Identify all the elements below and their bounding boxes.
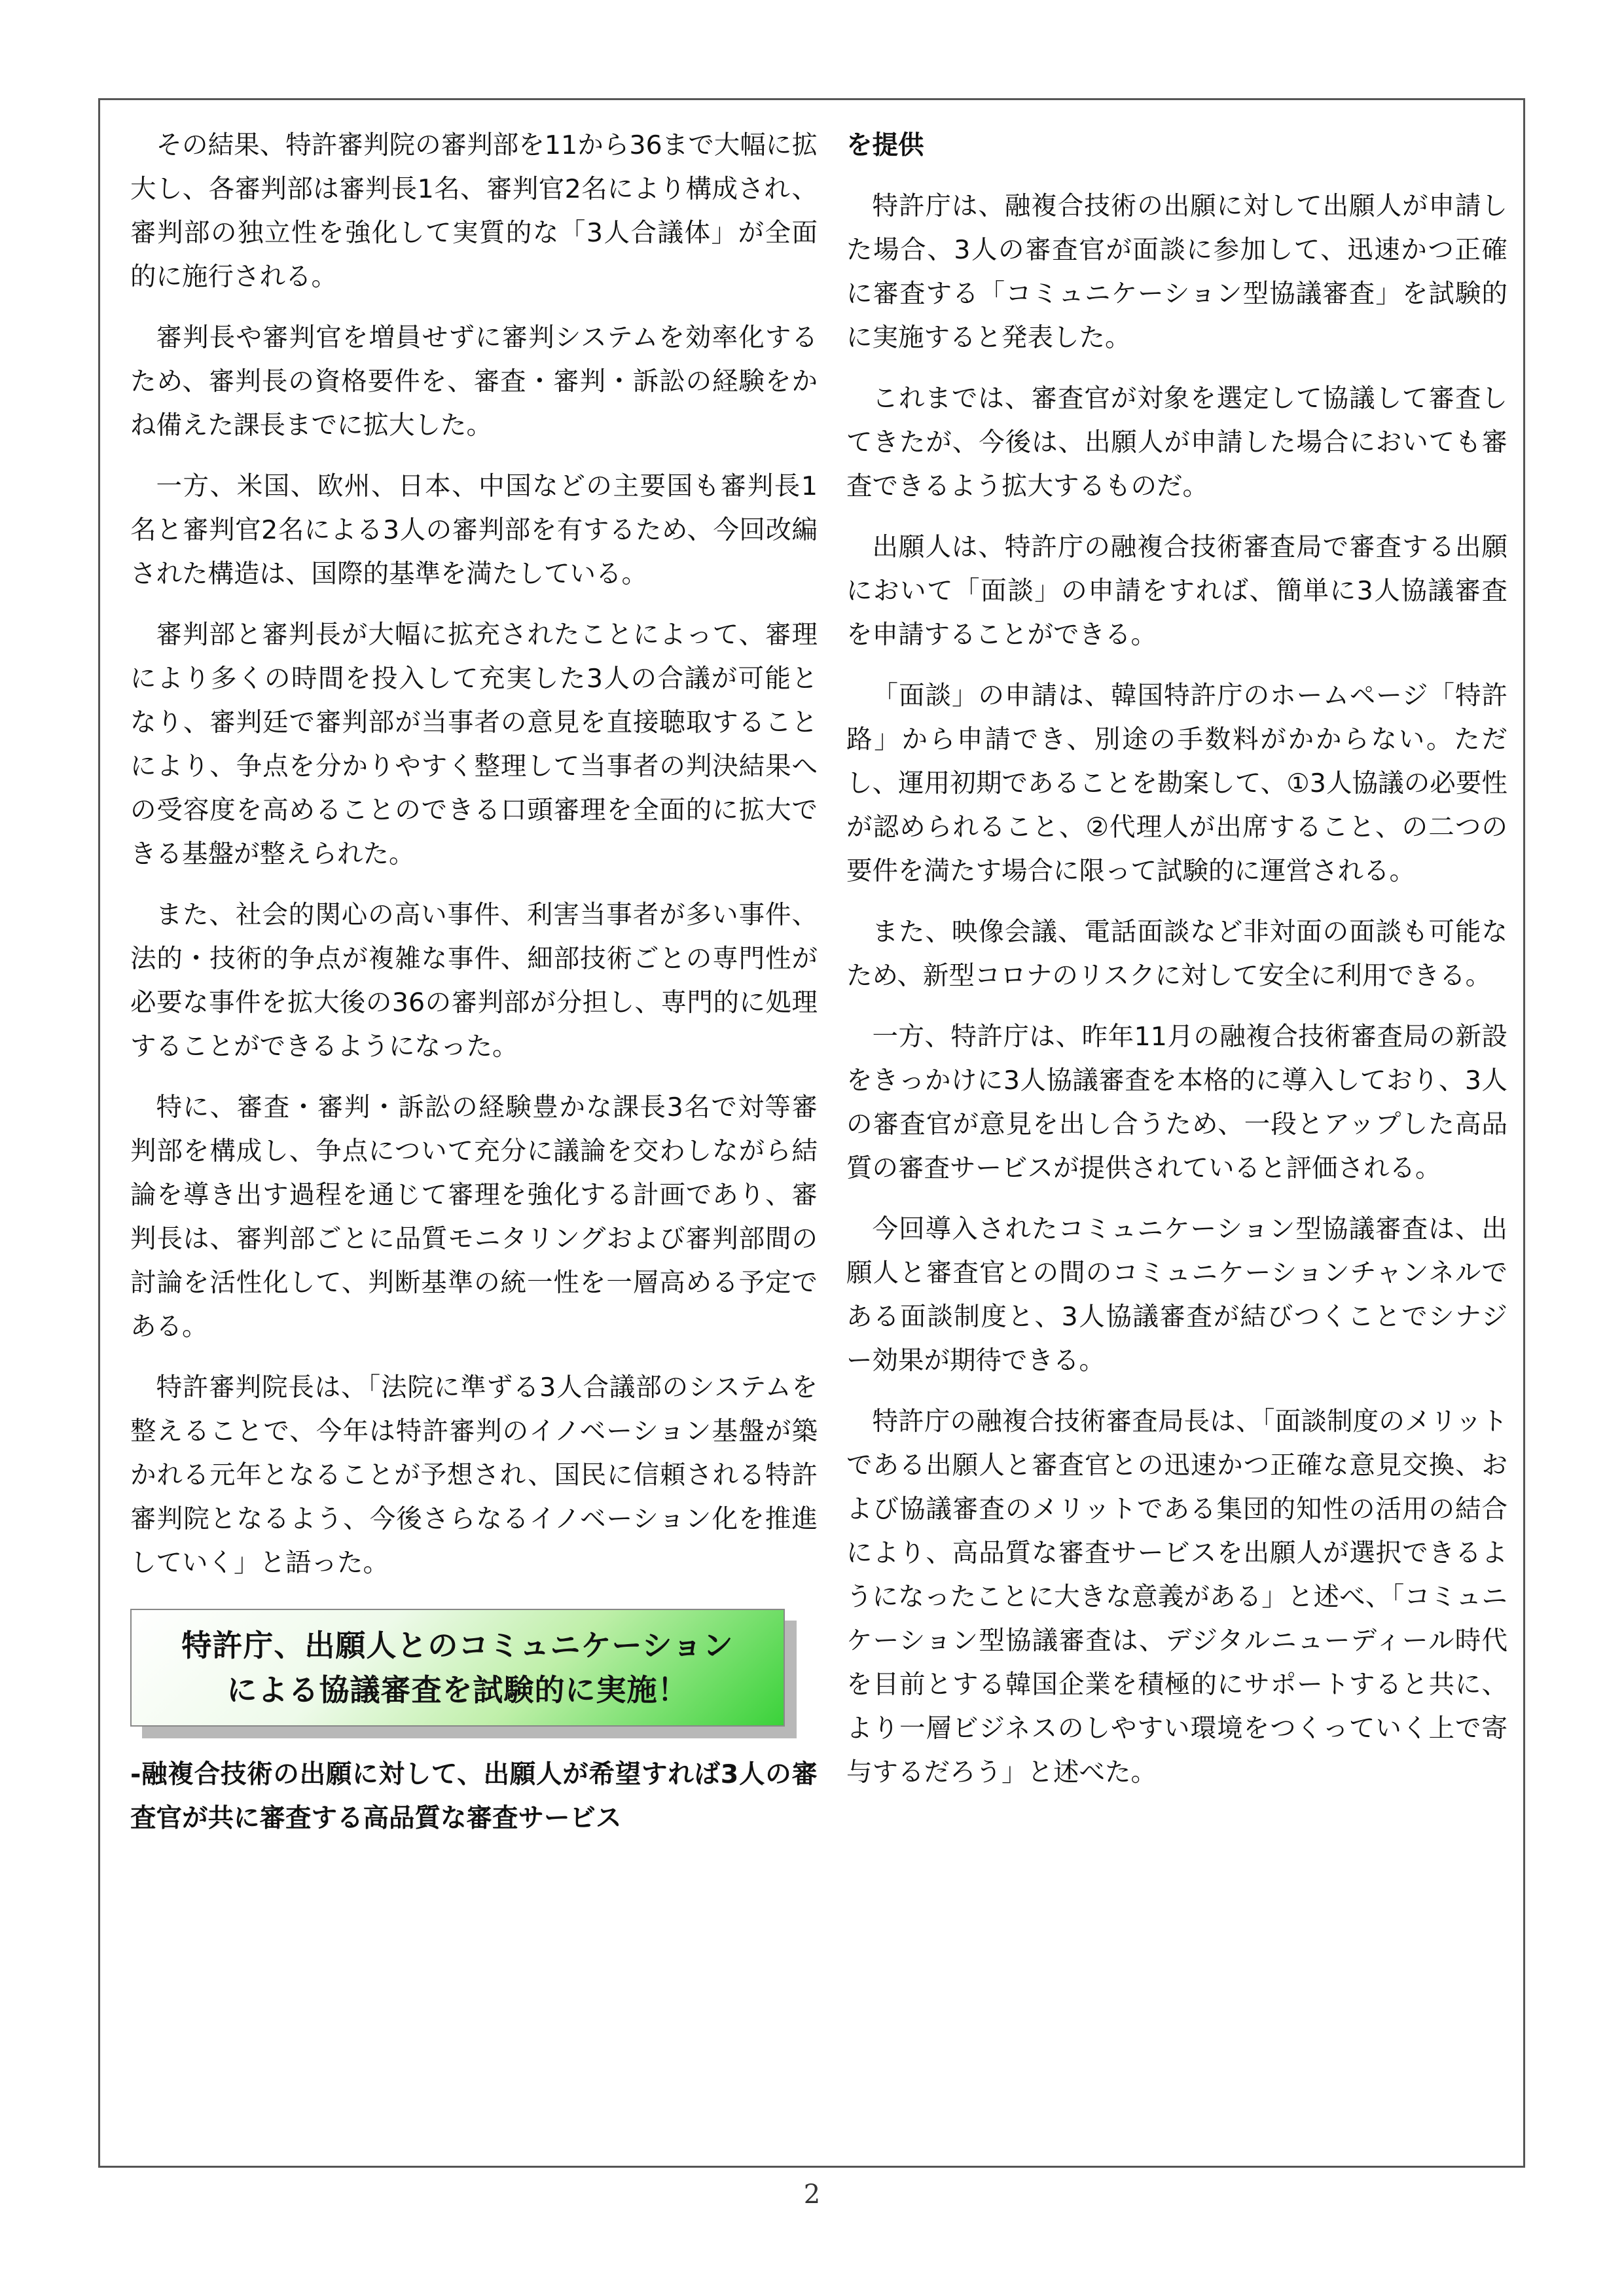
paragraph: これまでは、審査官が対象を選定して協議して審査してきたが、今後は、出願人が申請した場合においても審査できるよう拡大するものだ。	[846, 384, 1508, 501]
paragraph: 審判長や審判官を増員せずに審判システムを効率化するため、審判長の資格要件を、審査・審判・訴訟の経験をかね備えた課長までに拡大した。	[130, 323, 818, 440]
page-number: 2	[803, 2179, 821, 2210]
paragraph: また、映像会議、電話面談など非対面の面談も可能なため、新型コロナのリスクに対して安全に利用できる。	[846, 917, 1507, 991]
paragraph: 特許庁は、融複合技術の出願に対して出願人が申請した場合、3人の審査官が面談に参加して、迅速かつ正確に審査する「コミュニケーション型協議審査」を試験的に実施すると発表した。	[846, 191, 1507, 353]
left-column	[130, 124, 818, 1857]
headline-callout-box	[130, 1609, 785, 1727]
article-subheading-continued: を提供	[846, 130, 924, 160]
right-column	[846, 124, 1507, 1812]
paragraph: 特許庁の融複合技術審査局長は、「面談制度のメリットである出願人と審査官との迅速かつ正確な意見交換、および協議審査のメリットである集団的知性の活用の結合により、高品質な審査サービスを出願人が選択できるようになったことに大きな意義がある」と述べ、「コミュニケーション型協議審査は、デジタルニューディール時代を目前とする韓国企業を積極的にサポートすると共に、より一層ビジネスのしやすい環境をつくっていく上で寄与するだろう」と述べた。	[846, 1407, 1507, 1787]
paragraph: 一方、特許庁は、昨年11月の融複合技術審査局の新設をきっかけに3人協議審査を本格的に導入しており、3人の審査官が意見を出し合うため、一段とアップした高品質の審査サービスが提供されていると評価される。	[846, 1022, 1507, 1183]
paragraph: 「面談」の申請は、韓国特許庁のホームページ「特許路」から申請でき、別途の手数料がかからない。ただし、運用初期であることを勘案して、①3人協議の必要性が認められること、②代理人が出席すること、の二つの要件を満たす場合に限って試験的に運営される。	[846, 681, 1507, 886]
article-subheading: -融複合技術の出願に対して、出願人が希望すれば3人の審査官が共に審査する高品質な審査サービス	[130, 1759, 818, 1833]
headline-line-1: 特許庁、出願人とのコミュニケーション	[181, 1628, 734, 1663]
page-frame	[98, 98, 1525, 2168]
paragraph: 特に、審査・審判・訴訟の経験豊かな課長3名で対等審判部を構成し、争点について充分に議論を交わしながら結論を導き出す過程を通じて審理を強化する計画であり、審判長は、審判部ごとに品質モニタリングおよび審判部間の討論を活性化して、判断基準の統一性を一層高める予定である。	[130, 1092, 818, 1342]
paragraph: その結果、特許審判院の審判部を11から36まで大幅に拡大し、各審判部は審判長1名、審判官2名により構成され、審判部の独立性を強化して実質的な「3人合議体」が全面的に施行される。	[130, 130, 818, 292]
headline-line-2: による協議審査を試験的に実施！	[226, 1672, 689, 1708]
paragraph: 今回導入されたコミュニケーション型協議審査は、出願人と審査官との間のコミュニケーションチャンネルである面談制度と、3人協議審査が結びつくことでシナジー効果が期待できる。	[846, 1214, 1507, 1376]
paragraph: また、社会的関心の高い事件、利害当事者が多い事件、法的・技術的争点が複雑な事件、細部技術ごとの専門性が必要な事件を拡大後の36の審判部が分担し、専門的に処理することができるようになった。	[130, 900, 818, 1062]
paragraph: 審判部と審判長が大幅に拡充されたことによって、審理により多くの時間を投入して充実した3人の合議が可能となり、審判廷で審判部が当事者の意見を直接聴取することにより、争点を分かりやすく整理して当事者の判決結果への受容度を高めることのできる口頭審理を全面的に拡大できる基盤が整えられた。	[130, 620, 818, 869]
paragraph: 特許審判院長は、「法院に準ずる3人合議部のシステムを整えることで、今年は特許審判のイノベーション基盤が築かれる元年となることが予想され、国民に信頼される特許審判院となるよう、今後さらなるイノベーション化を推進していく」と語った。	[130, 1372, 818, 1578]
paragraph: 出願人は、特許庁の融複合技術審査局で審査する出願において「面談」の申請をすれば、簡単に3人協議審査を申請することができる。	[846, 532, 1508, 650]
paragraph: 一方、米国、欧州、日本、中国などの主要国も審判長1名と審判官2名による3人の審判部を有するため、今回改編された構造は、国際的基準を満たしている。	[130, 471, 818, 589]
